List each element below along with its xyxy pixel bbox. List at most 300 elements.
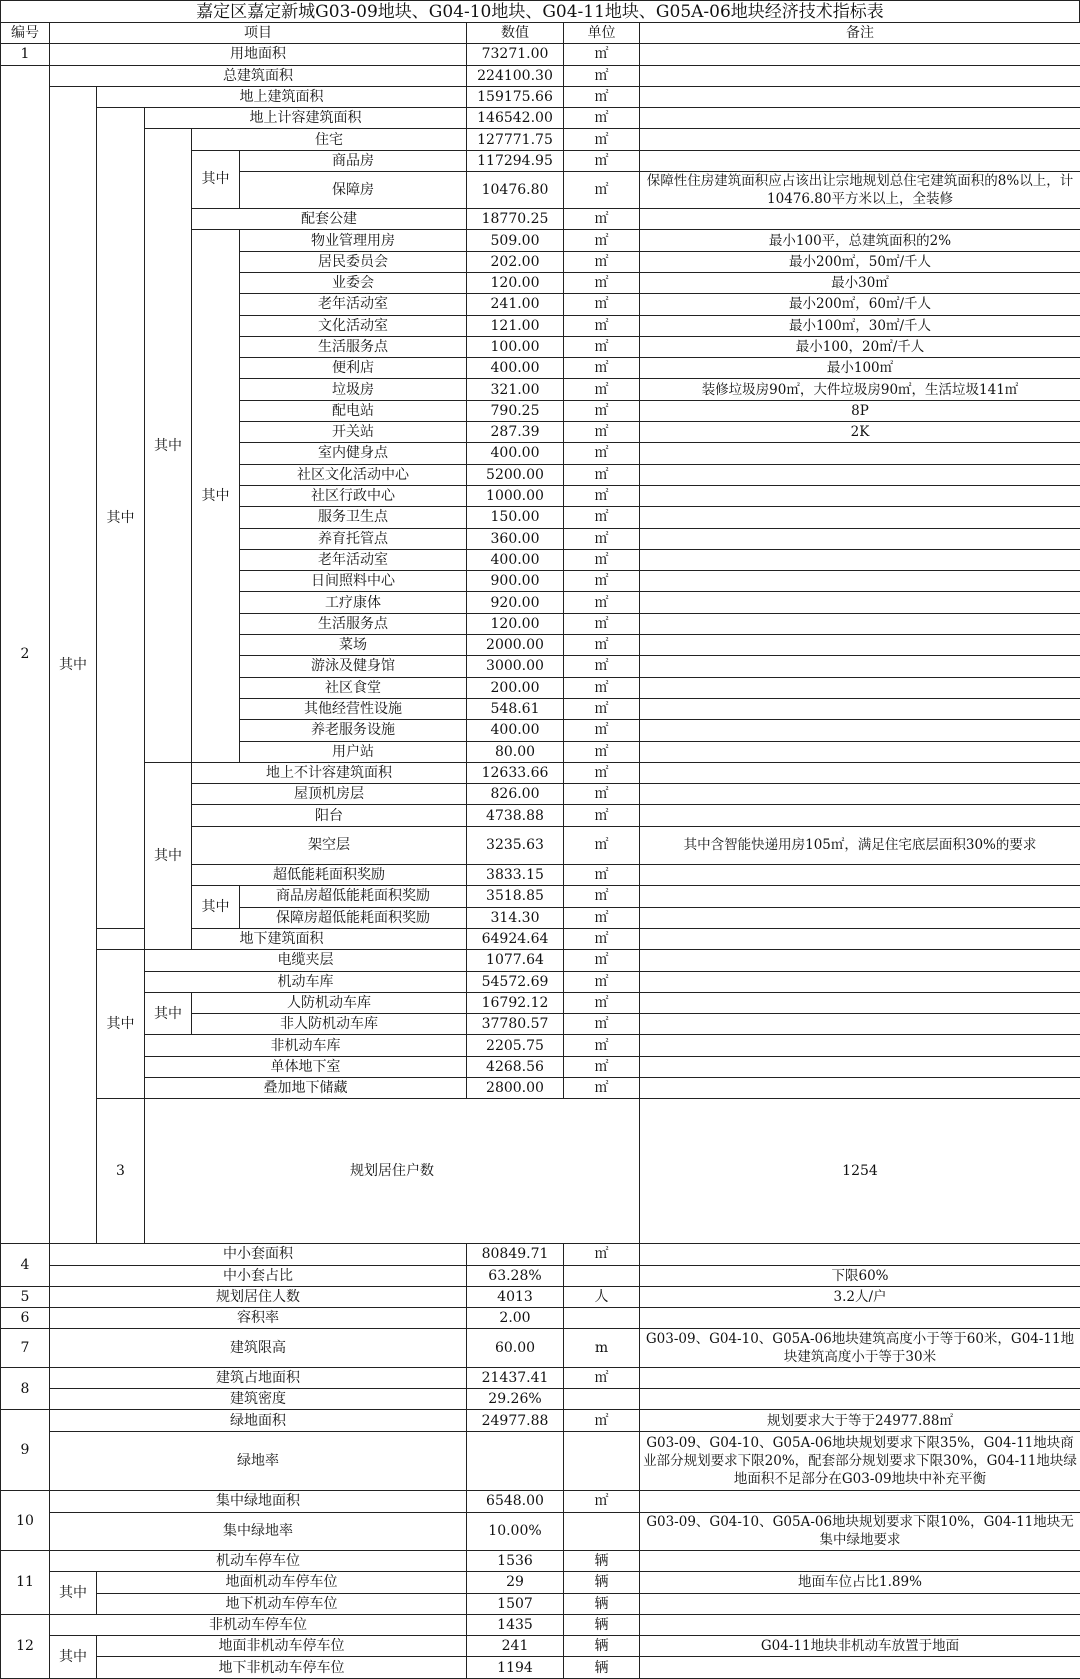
table-row — [1, 971, 1080, 992]
item-name: 开关站 — [240, 422, 467, 443]
table-row — [1, 928, 1080, 949]
cell-unit: ㎡ — [564, 108, 640, 129]
cell-note — [640, 635, 1080, 656]
cell-unit: ㎡ — [564, 971, 640, 992]
cell-unit: 辆 — [564, 1614, 640, 1635]
group-label-qizhong: 其中 — [192, 150, 240, 208]
cell-value: 16792.12 — [467, 992, 564, 1013]
cell-unit: ㎡ — [564, 230, 640, 251]
item-name: 服务卫生点 — [240, 507, 467, 528]
cell-unit: ㎡ — [564, 571, 640, 592]
cell-unit: ㎡ — [564, 443, 640, 464]
cell-note: 最小30㎡ — [640, 272, 1080, 293]
cell-value: 826.00 — [467, 784, 564, 805]
cell-value: 2800.00 — [467, 1077, 564, 1098]
cell-value: 548.61 — [467, 698, 564, 719]
table-row — [1, 1035, 1080, 1056]
table-row — [1, 762, 1080, 783]
cell-unit: ㎡ — [564, 907, 640, 928]
cell-unit: ㎡ — [564, 677, 640, 698]
item-name: 中小套占比 — [50, 1265, 467, 1286]
cell-note — [640, 950, 1080, 971]
cell-unit: ㎡ — [564, 272, 640, 293]
cell-value: 159175.66 — [467, 86, 564, 107]
item-name: 容积率 — [50, 1308, 467, 1329]
cell-note — [640, 86, 1080, 107]
cell-note — [640, 1657, 1080, 1678]
item-name: 规划居住人数 — [50, 1286, 467, 1307]
item-name: 垃圾房 — [240, 379, 467, 400]
table-row — [1, 1329, 1080, 1367]
cell-note: G03-09、G04-10、G05A-06地块建筑高度小于等于60米，G04-11地块建筑高度小于等于30米 — [640, 1329, 1080, 1367]
cell-value: 900.00 — [467, 571, 564, 592]
table-row — [1, 1056, 1080, 1077]
row-number: 10 — [1, 1491, 50, 1551]
table-row — [1, 1367, 1080, 1388]
cell-unit: 辆 — [564, 1550, 640, 1571]
table-row — [1, 1099, 1080, 1244]
group-label-qizhong: 其中 — [145, 992, 192, 1035]
table-row — [1, 86, 1080, 107]
cell-note: G04-11地块非机动车放置于地面 — [640, 1636, 1080, 1657]
cell-note — [640, 507, 1080, 528]
cell-unit: ㎡ — [564, 44, 640, 65]
cell-value: 3000.00 — [467, 656, 564, 677]
cell-value: 150.00 — [467, 507, 564, 528]
item-name: 保障房 — [240, 172, 467, 209]
cell-value: 400.00 — [467, 720, 564, 741]
cell-unit: ㎡ — [564, 65, 640, 86]
cell-unit: ㎡ — [564, 635, 640, 656]
table-row — [1, 1389, 1080, 1410]
cell-unit: ㎡ — [564, 358, 640, 379]
cell-unit: ㎡ — [564, 762, 640, 783]
cell-unit: ㎡ — [564, 507, 640, 528]
cell-value: 120.00 — [467, 613, 564, 634]
cell-value: 3518.85 — [467, 886, 564, 907]
item-name: 机动车停车位 — [50, 1550, 467, 1571]
cell-value: 10476.80 — [467, 172, 564, 209]
cell-value: 2205.75 — [467, 1035, 564, 1056]
group-label-qizhong: 其中 — [50, 1572, 97, 1615]
cell-value: 1077.64 — [467, 950, 564, 971]
item-name: 非机动车停车位 — [50, 1614, 467, 1635]
group-label-qizhong: 其中 — [50, 1636, 97, 1679]
cell-unit: ㎡ — [564, 950, 640, 971]
item-name: 阳台 — [192, 805, 467, 826]
cell-value: 18770.25 — [467, 209, 564, 230]
cell-note: 最小100平，总建筑面积的2% — [640, 230, 1080, 251]
table-row — [1, 1593, 1080, 1614]
row-number: 1 — [1, 44, 50, 65]
cell-note — [640, 464, 1080, 485]
cell-unit: ㎡ — [564, 464, 640, 485]
table-row — [1, 1410, 1080, 1431]
item-name: 社区食堂 — [240, 677, 467, 698]
cell-unit: ㎡ — [564, 379, 640, 400]
cell-value: 509.00 — [467, 230, 564, 251]
cell-unit: ㎡ — [564, 1035, 640, 1056]
cell-unit: ㎡ — [564, 549, 640, 570]
item-name: 超低能耗面积奖励 — [192, 865, 467, 886]
cell-value: 54572.69 — [467, 971, 564, 992]
item-name: 地面非机动车停车位 — [97, 1636, 467, 1657]
cell-value: 202.00 — [467, 251, 564, 272]
group-label-qizhong: 其中 — [50, 86, 97, 1243]
row-number: 2 — [1, 65, 50, 1244]
cell-unit: ㎡ — [564, 1491, 640, 1512]
cell-value: 1194 — [467, 1657, 564, 1678]
cell-value: 400.00 — [467, 443, 564, 464]
cell-note — [640, 907, 1080, 928]
table-row — [1, 108, 1080, 129]
table-row — [1, 44, 1080, 65]
cell-note — [640, 150, 1080, 171]
cell-note — [640, 485, 1080, 506]
cell-value: 37780.57 — [467, 1014, 564, 1035]
cell-value: 120.00 — [467, 272, 564, 293]
item-name: 老年活动室 — [240, 294, 467, 315]
cell-note: 最小100㎡，30㎡/千人 — [640, 315, 1080, 336]
cell-value: 5200.00 — [467, 464, 564, 485]
cell-note — [640, 698, 1080, 719]
cell-note — [640, 886, 1080, 907]
table-row — [1, 1244, 1080, 1265]
cell-note: 8P — [640, 400, 1080, 421]
cell-note — [640, 1389, 1080, 1410]
cell-unit: ㎡ — [564, 886, 640, 907]
cell-note: G03-09、G04-10、G05A-06地块规划要求下限35%，G04-11地块商业部分规划要求下限20%，配套部分规划要求下限30%，G04-11地块绿地面积不足部分在G03-09地块中补充平衡 — [640, 1431, 1080, 1491]
row-number: 3 — [97, 1099, 145, 1244]
cell-note — [640, 571, 1080, 592]
cell-unit: ㎡ — [564, 528, 640, 549]
cell-note — [640, 1593, 1080, 1614]
cell-unit: 人 — [564, 1286, 640, 1307]
item-name: 室内健身点 — [240, 443, 467, 464]
cell-value: 80.00 — [467, 741, 564, 762]
cell-unit: m — [564, 1329, 640, 1367]
cell-value: 321.00 — [467, 379, 564, 400]
table-row — [1, 992, 1080, 1013]
table-row — [1, 1614, 1080, 1635]
cell-value: 2000.00 — [467, 635, 564, 656]
cell-note: 装修垃圾房90㎡，大件垃圾房90㎡，生活垃圾141㎡ — [640, 379, 1080, 400]
cell-unit: ㎡ — [564, 698, 640, 719]
cell-value: 1507 — [467, 1593, 564, 1614]
cell-note — [640, 1077, 1080, 1098]
item-name: 其他经营性设施 — [240, 698, 467, 719]
cell-note — [640, 865, 1080, 886]
row-number: 8 — [1, 1367, 50, 1410]
cell-note — [640, 971, 1080, 992]
cell-note — [640, 720, 1080, 741]
header-no: 编号 — [1, 23, 50, 44]
cell-note — [640, 784, 1080, 805]
item-name: 文化活动室 — [240, 315, 467, 336]
cell-value: 224100.30 — [467, 65, 564, 86]
item-name: 用户站 — [240, 741, 467, 762]
cell-unit: 辆 — [564, 1572, 640, 1593]
cell-unit: 辆 — [564, 1593, 640, 1614]
table-row — [1, 1265, 1080, 1286]
cell-value: 1254 — [640, 1099, 1080, 1244]
cell-value: 920.00 — [467, 592, 564, 613]
cell-value: 400.00 — [467, 549, 564, 570]
cell-unit: ㎡ — [564, 1367, 640, 1388]
cell-note — [640, 1308, 1080, 1329]
group-label-qizhong: 其中 — [192, 230, 240, 762]
cell-note — [640, 1035, 1080, 1056]
cell-note: 最小100，20㎡/千人 — [640, 336, 1080, 357]
cell-note — [640, 592, 1080, 613]
cell-value: 241 — [467, 1636, 564, 1657]
cell-unit: ㎡ — [564, 1244, 640, 1265]
cell-unit — [564, 1431, 640, 1491]
cell-unit: 辆 — [564, 1636, 640, 1657]
cell-note — [640, 549, 1080, 570]
item-name: 保障房超低能耗面积奖励 — [240, 907, 467, 928]
item-name: 集中绿地率 — [50, 1512, 467, 1550]
cell-unit: ㎡ — [564, 315, 640, 336]
cell-value: 4738.88 — [467, 805, 564, 826]
table-row — [1, 1657, 1080, 1678]
table-row — [1, 1286, 1080, 1307]
table-row — [1, 1431, 1080, 1491]
table-row — [1, 950, 1080, 971]
row-number: 5 — [1, 1286, 50, 1307]
item-name: 菜场 — [240, 635, 467, 656]
cell-note: G03-09、G04-10、G05A-06地块规划要求下限10%，G04-11地块无集中绿地要求 — [640, 1512, 1080, 1550]
item-name: 配套公建 — [192, 209, 467, 230]
item-name: 老年活动室 — [240, 549, 467, 570]
cell-unit: ㎡ — [564, 294, 640, 315]
cell-value: 2.00 — [467, 1308, 564, 1329]
cell-note: 其中含智能快递用房105㎡，满足住宅底层面积30%的要求 — [640, 826, 1080, 864]
cell-unit — [564, 1389, 640, 1410]
cell-value: 29 — [467, 1572, 564, 1593]
cell-value: 24977.88 — [467, 1410, 564, 1431]
cell-note — [640, 656, 1080, 677]
cell-unit: ㎡ — [564, 720, 640, 741]
cell-unit: ㎡ — [564, 805, 640, 826]
item-name: 地下机动车停车位 — [97, 1593, 467, 1614]
row-number: 11 — [1, 1550, 50, 1614]
item-name: 配电站 — [240, 400, 467, 421]
cell-value: 1435 — [467, 1614, 564, 1635]
item-name: 屋顶机房层 — [192, 784, 467, 805]
row-number: 4 — [1, 1244, 50, 1287]
cell-value: 64924.64 — [467, 928, 564, 949]
cell-value: 6548.00 — [467, 1491, 564, 1512]
cell-value: 1536 — [467, 1550, 564, 1571]
row-number: 12 — [1, 1614, 50, 1678]
item-name: 地面机动车停车位 — [97, 1572, 467, 1593]
header-value: 数值 — [467, 23, 564, 44]
cell-note: 最小200㎡，50㎡/千人 — [640, 251, 1080, 272]
item-name: 生活服务点 — [240, 613, 467, 634]
cell-value: 21437.41 — [467, 1367, 564, 1388]
group-label-qizhong: 其中 — [97, 950, 145, 1099]
cell-unit: ㎡ — [564, 784, 640, 805]
group-label-qizhong: 其中 — [192, 886, 240, 929]
cell-value: 3235.63 — [467, 826, 564, 864]
cell-note — [640, 805, 1080, 826]
cell-note — [640, 1367, 1080, 1388]
row-number: 6 — [1, 1308, 50, 1329]
item-name: 社区行政中心 — [240, 485, 467, 506]
cell-value: 100.00 — [467, 336, 564, 357]
cell-unit: ㎡ — [564, 150, 640, 171]
cell-value: 360.00 — [467, 528, 564, 549]
cell-note — [640, 108, 1080, 129]
item-name: 日间照料中心 — [240, 571, 467, 592]
item-name: 地上不计容建筑面积 — [192, 762, 467, 783]
cell-value: 314.30 — [467, 907, 564, 928]
item-name: 生活服务点 — [240, 336, 467, 357]
item-name: 机动车库 — [145, 971, 467, 992]
header-row — [1, 23, 1080, 44]
item-name: 地下建筑面积 — [97, 928, 467, 949]
cell-note — [640, 1056, 1080, 1077]
item-name: 游泳及健身馆 — [240, 656, 467, 677]
indicator-table — [0, 22, 1080, 1679]
table-row — [1, 65, 1080, 86]
cell-unit: ㎡ — [564, 741, 640, 762]
cell-unit: ㎡ — [564, 209, 640, 230]
cell-value: 10.00% — [467, 1512, 564, 1550]
cell-value: 73271.00 — [467, 44, 564, 65]
cell-unit: ㎡ — [564, 129, 640, 150]
cell-note — [640, 44, 1080, 65]
item-name: 居民委员会 — [240, 251, 467, 272]
cell-note — [640, 762, 1080, 783]
cell-note — [640, 992, 1080, 1013]
item-name: 地下非机动车停车位 — [97, 1657, 467, 1678]
cell-unit: ㎡ — [564, 336, 640, 357]
item-name: 业委会 — [240, 272, 467, 293]
cell-unit: ㎡ — [564, 1410, 640, 1431]
item-name: 建筑限高 — [50, 1329, 467, 1367]
item-name: 架空层 — [192, 826, 467, 864]
cell-note: 最小100㎡ — [640, 358, 1080, 379]
cell-note: 2K — [640, 422, 1080, 443]
cell-note: 规划要求大于等于24977.88㎡ — [640, 1410, 1080, 1431]
item-name: 工疗康体 — [240, 592, 467, 613]
item-name: 商品房超低能耗面积奖励 — [240, 886, 467, 907]
cell-unit: ㎡ — [564, 251, 640, 272]
cell-value: 200.00 — [467, 677, 564, 698]
item-name: 绿地面积 — [50, 1410, 467, 1431]
table-row — [1, 129, 1080, 150]
cell-value: 63.28% — [467, 1265, 564, 1286]
group-label-qizhong: 其中 — [145, 129, 192, 762]
cell-unit: ㎡ — [564, 86, 640, 107]
cell-value: 146542.00 — [467, 108, 564, 129]
header-unit: 单位 — [564, 23, 640, 44]
cell-note: 保障性住房建筑面积应占该出让宗地规划总住宅建筑面积的8%以上，计10476.80平方米以上，全装修 — [640, 172, 1080, 209]
item-name: 便利店 — [240, 358, 467, 379]
item-name: 商品房 — [240, 150, 467, 171]
item-name: 社区文化活动中心 — [240, 464, 467, 485]
cell-note — [640, 1244, 1080, 1265]
item-name: 建筑占地面积 — [50, 1367, 467, 1388]
cell-unit: ㎡ — [564, 485, 640, 506]
cell-note — [640, 1491, 1080, 1512]
item-name: 住宅 — [192, 129, 467, 150]
cell-value: 287.39 — [467, 422, 564, 443]
cell-note — [640, 1550, 1080, 1571]
cell-unit: ㎡ — [564, 592, 640, 613]
cell-note — [640, 443, 1080, 464]
cell-note — [640, 528, 1080, 549]
cell-unit: ㎡ — [564, 656, 640, 677]
item-name: 用地面积 — [50, 44, 467, 65]
cell-note — [640, 65, 1080, 86]
cell-unit — [564, 1512, 640, 1550]
cell-note: 下限60% — [640, 1265, 1080, 1286]
cell-unit — [564, 1265, 640, 1286]
cell-value: 4268.56 — [467, 1056, 564, 1077]
cell-value: 241.00 — [467, 294, 564, 315]
table-row — [1, 1550, 1080, 1571]
table-title: 嘉定区嘉定新城G03-09地块、G04-10地块、G04-11地块、G05A-06地块经济技术指标表 — [0, 0, 1080, 22]
item-name: 电缆夹层 — [145, 950, 467, 971]
item-name: 中小套面积 — [50, 1244, 467, 1265]
item-name: 总建筑面积 — [50, 65, 467, 86]
cell-unit: ㎡ — [564, 826, 640, 864]
table-row — [1, 1572, 1080, 1593]
table-row — [1, 1077, 1080, 1098]
header-item: 项目 — [50, 23, 467, 44]
cell-value: 29.26% — [467, 1389, 564, 1410]
cell-value — [467, 1431, 564, 1491]
cell-unit: ㎡ — [564, 992, 640, 1013]
cell-note: 地面车位占比1.89% — [640, 1572, 1080, 1593]
header-note: 备注 — [640, 23, 1080, 44]
cell-value: 790.25 — [467, 400, 564, 421]
group-label-qizhong: 其中 — [97, 108, 145, 929]
cell-value: 4013 — [467, 1286, 564, 1307]
cell-unit: ㎡ — [564, 1014, 640, 1035]
cell-value: 60.00 — [467, 1329, 564, 1367]
cell-value: 121.00 — [467, 315, 564, 336]
cell-unit: ㎡ — [564, 928, 640, 949]
cell-note — [640, 613, 1080, 634]
item-name: 非人防机动车库 — [192, 1014, 467, 1035]
table-row — [1, 1308, 1080, 1329]
item-name: 地上建筑面积 — [97, 86, 467, 107]
cell-value: 400.00 — [467, 358, 564, 379]
item-name: 地上计容建筑面积 — [145, 108, 467, 129]
cell-value: 127771.75 — [467, 129, 564, 150]
item-name: 物业管理用房 — [240, 230, 467, 251]
item-name: 非机动车库 — [145, 1035, 467, 1056]
cell-note — [640, 1614, 1080, 1635]
cell-note — [640, 129, 1080, 150]
item-name: 叠加地下储藏 — [145, 1077, 467, 1098]
cell-unit: ㎡ — [564, 422, 640, 443]
group-label-qizhong: 其中 — [145, 762, 192, 949]
cell-value: 12633.66 — [467, 762, 564, 783]
item-name: 建筑密度 — [50, 1389, 467, 1410]
row-number: 7 — [1, 1329, 50, 1367]
cell-unit: ㎡ — [564, 172, 640, 209]
item-name: 养育托管点 — [240, 528, 467, 549]
cell-unit: ㎡ — [564, 1077, 640, 1098]
item-name: 人防机动车库 — [192, 992, 467, 1013]
cell-unit: ㎡ — [564, 1056, 640, 1077]
cell-unit: ㎡ — [564, 613, 640, 634]
